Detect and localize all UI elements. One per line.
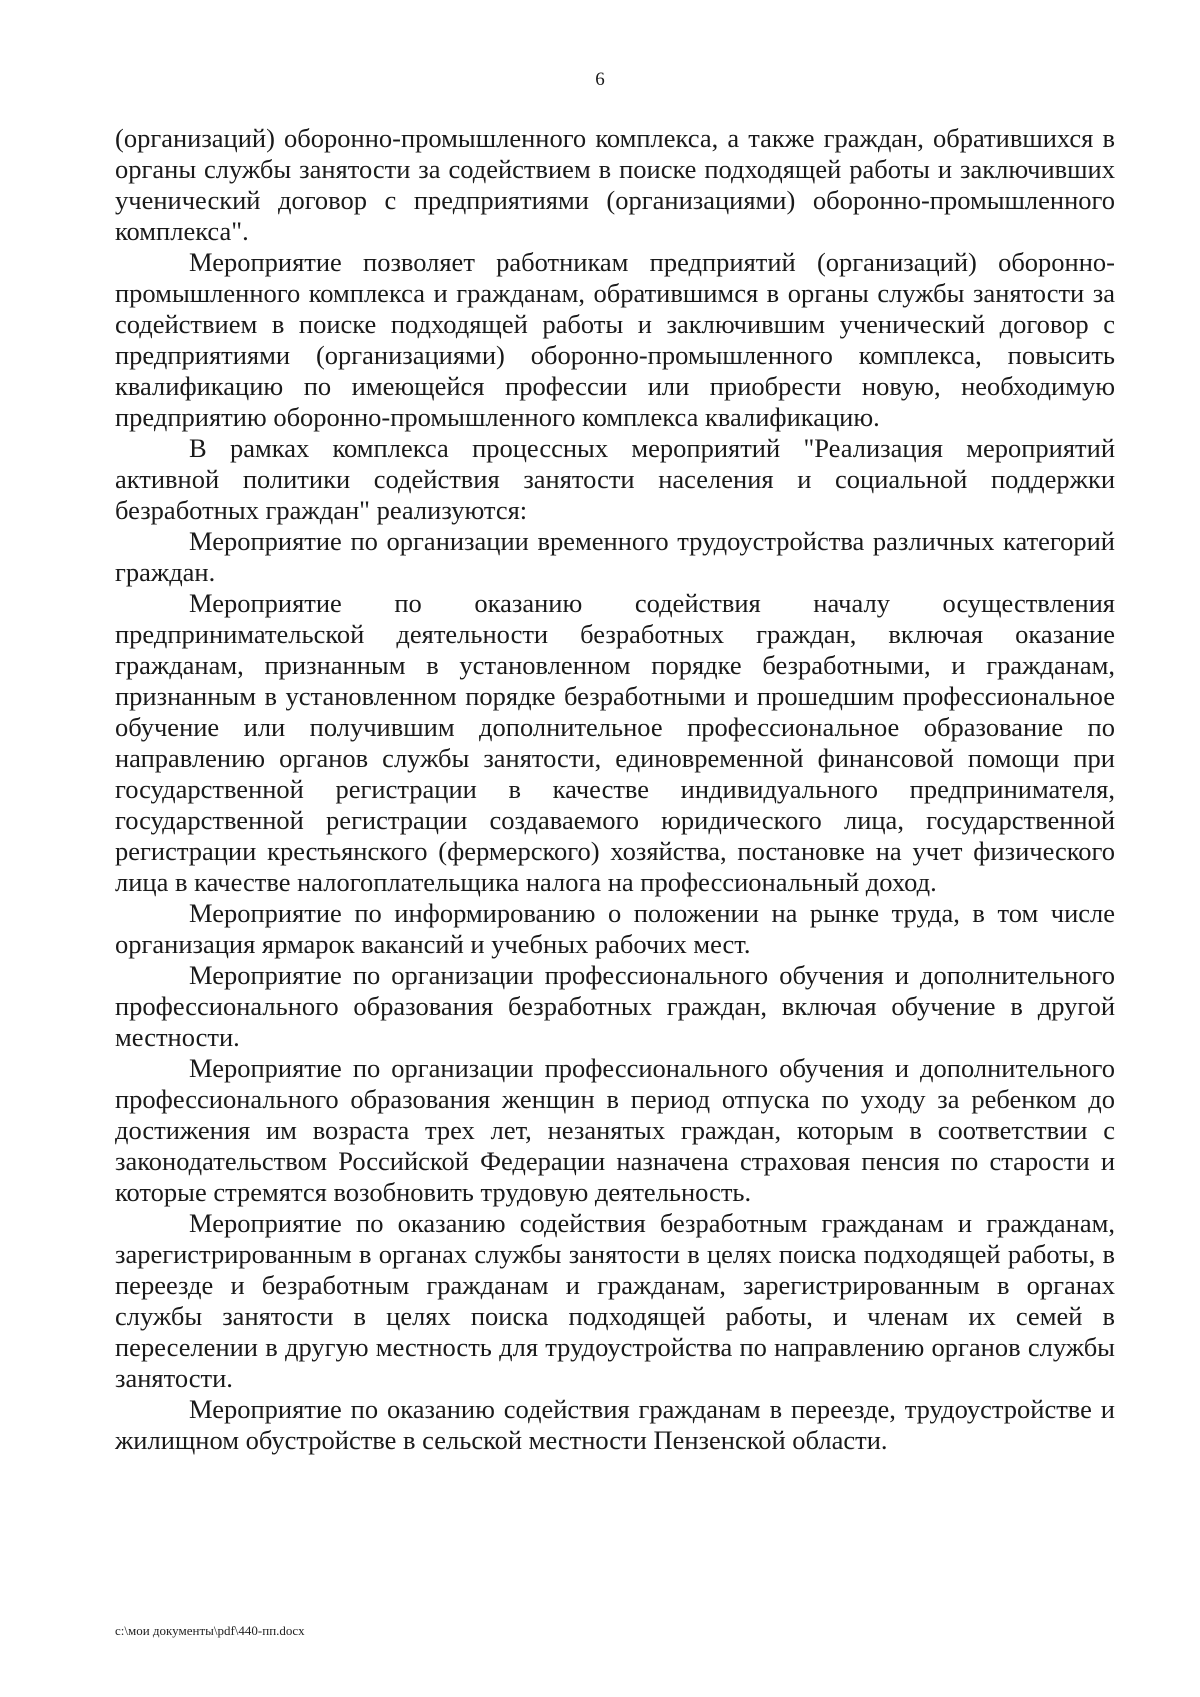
paragraph: Мероприятие по организации временного трудоустройства различных категорий граждан. [115, 526, 1115, 587]
paragraph: Мероприятие по организации профессионального обучения и дополнительного профессионального образования безработных граждан, включая обучение в другой местности. [115, 960, 1115, 1052]
paragraph-continuation: (организаций) оборонно-промышленного комплекса, а также граждан, обратившихся в органы службы занятости за содействием в поиске подходящей работы и заключивших ученический договор с предприятиями (организациями) оборонно-промышленного комплекса". [115, 123, 1115, 246]
paragraph: Мероприятие по организации профессионального обучения и дополнительного профессионального образования женщин в период отпуска по уходу за ребенком до достижения им возраста трех лет, незанятых граждан, которым в соответствии с законодательством Российской Федерации назначена страховая пенсия по старости и которые стремятся возобновить трудовую деятельность. [115, 1053, 1115, 1207]
paragraph: Мероприятие по оказанию содействия началу осуществления предпринимательской деятельности безработных граждан, включая оказание гражданам, признанным в установленном порядке безработными, и гражданам, признанным в установленном порядке безработными и прошедшим профессиональное обучение или получившим дополнительное профессиональное образование по направлению органов службы занятости, единовременной финансовой помощи при государственной регистрации в качестве индивидуального предпринимателя, государственной регистрации создаваемого юридического лица, государственной регистрации крестьянского (фермерского) хозяйства, постановке на учет физического лица в качестве налогоплательщика налога на профессиональный доход. [115, 588, 1115, 897]
footer-file-path: c:\мои документы\pdf\440-пп.docx [115, 1623, 305, 1638]
paragraph: Мероприятие по оказанию содействия гражданам в переезде, трудоустройстве и жилищном обустройстве в сельской местности Пензенской области. [115, 1394, 1115, 1455]
document-body [115, 123, 1115, 1456]
paragraph: В рамках комплекса процессных мероприятий "Реализация мероприятий активной политики содействия занятости населения и социальной поддержки безработных граждан" реализуются: [115, 433, 1115, 525]
page-number: 6 [595, 69, 605, 90]
paragraph: Мероприятие позволяет работникам предприятий (организаций) оборонно-промышленного комплекса и гражданам, обратившимся в органы службы занятости за содействием в поиске подходящей работы и заключившим ученический договор с предприятиями (организациями) оборонно-промышленного комплекса, повысить квалификацию по имеющейся профессии или приобрести новую, необходимую предприятию оборонно-промышленного комплекса квалификацию. [115, 247, 1115, 432]
paragraph: Мероприятие по оказанию содействия безработным гражданам и гражданам, зарегистрированным в органах службы занятости в целях поиска подходящей работы, в переезде и безработным гражданам и гражданам, зарегистрированным в органах службы занятости в целях поиска подходящей работы, и членам их семей в переселении в другую местность для трудоустройства по направлению органов службы занятости. [115, 1208, 1115, 1393]
paragraph: Мероприятие по информированию о положении на рынке труда, в том числе организация ярмарок вакансий и учебных рабочих мест. [115, 898, 1115, 959]
